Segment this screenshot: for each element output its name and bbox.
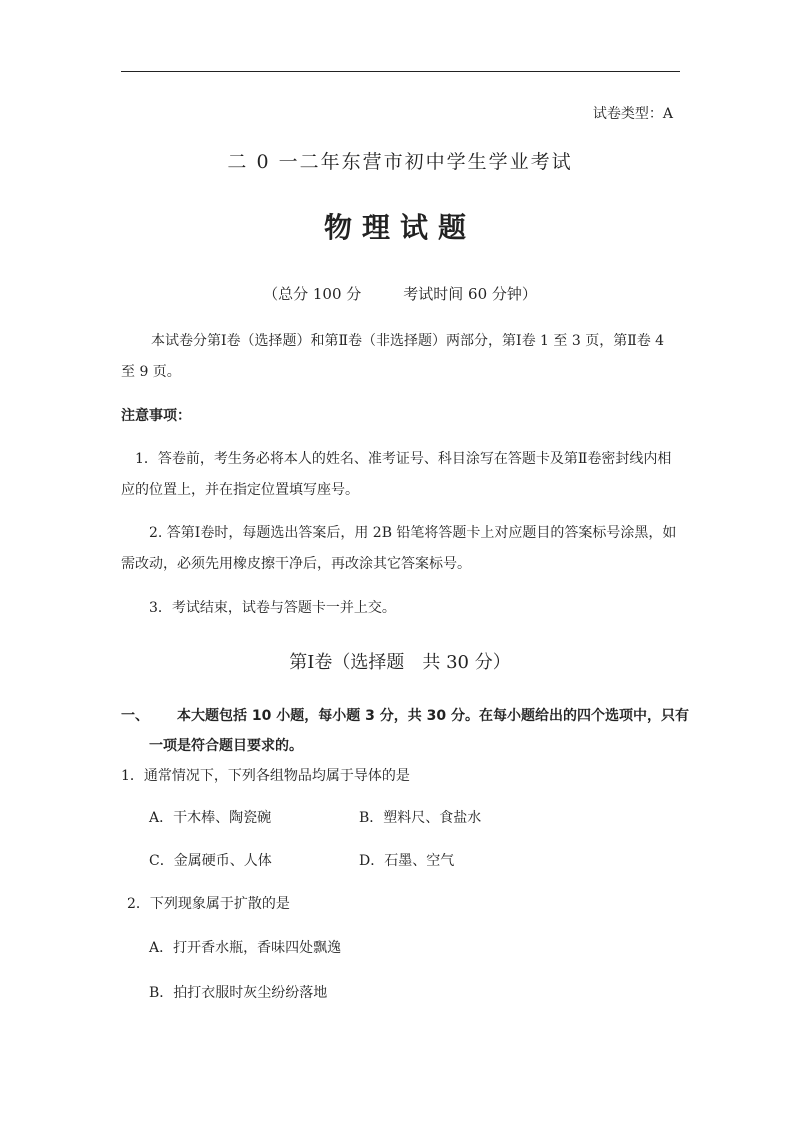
header-rule bbox=[121, 71, 680, 72]
exam-title: 二 0 一二年东营市初中学生学业考试 bbox=[227, 151, 573, 173]
question-1-stem: 1．通常情况下，下列各组物品均属于导体的是 bbox=[121, 768, 410, 784]
paper-type-label: 试卷类型：A bbox=[592, 106, 673, 122]
question-1-option-b: B．塑料尺、食盐水 bbox=[359, 810, 482, 826]
notice-item-1: 1．答卷前，考生务必将本人的姓名、准考证号、科目涂写在答题卡及第Ⅱ卷密封线内相应的位置上，并在指定位置填写座号。 bbox=[121, 451, 672, 498]
part-description-continued: 一项是符合题目要求的。 bbox=[149, 738, 303, 754]
question-1-option-c: C．金属硬币、人体 bbox=[149, 853, 272, 869]
exam-time: 考试时间 60 分钟） bbox=[403, 285, 537, 303]
part-number: 一、 bbox=[121, 708, 149, 724]
question-2-stem: 2．下列现象属于扩散的是 bbox=[127, 896, 290, 912]
notice-item-3: 3．考试结束，试卷与答题卡一并上交。 bbox=[149, 600, 396, 616]
question-1-option-a: A．干木棒、陶瓷碗 bbox=[149, 810, 272, 826]
total-score: （总分 100 分 bbox=[263, 285, 362, 303]
notice-heading: 注意事项： bbox=[121, 408, 191, 424]
score-time-line bbox=[0, 283, 800, 304]
part-description: 本大题包括 10 小题，每小题 3 分，共 30 分。在每小题给出的四个选项中，只有 bbox=[177, 708, 689, 724]
question-1-option-d: D．石墨、空气 bbox=[359, 853, 455, 869]
question-2-option-b: B．拍打衣服时灰尘纷纷落地 bbox=[149, 985, 328, 1001]
subject-title: 物理试题 bbox=[323, 211, 476, 244]
section-heading: 第Ⅰ卷（选择题 共 30 分） bbox=[289, 652, 511, 673]
intro-paragraph: 本试卷分第Ⅰ卷（选择题）和第Ⅱ卷（非选择题）两部分，第Ⅰ卷 1 至 3 页，第Ⅱ卷 4 至 9 页。 bbox=[121, 333, 665, 380]
question-2-option-a: A．打开香水瓶，香味四处飘逸 bbox=[149, 940, 342, 956]
notice-item-2: 2. 答第Ⅰ卷时，每题选出答案后，用 2B 铅笔将答题卡上对应题目的答案标号涂黑，如需改动，必须先用橡皮擦干净后，再改涂其它答案标号。 bbox=[121, 525, 677, 572]
